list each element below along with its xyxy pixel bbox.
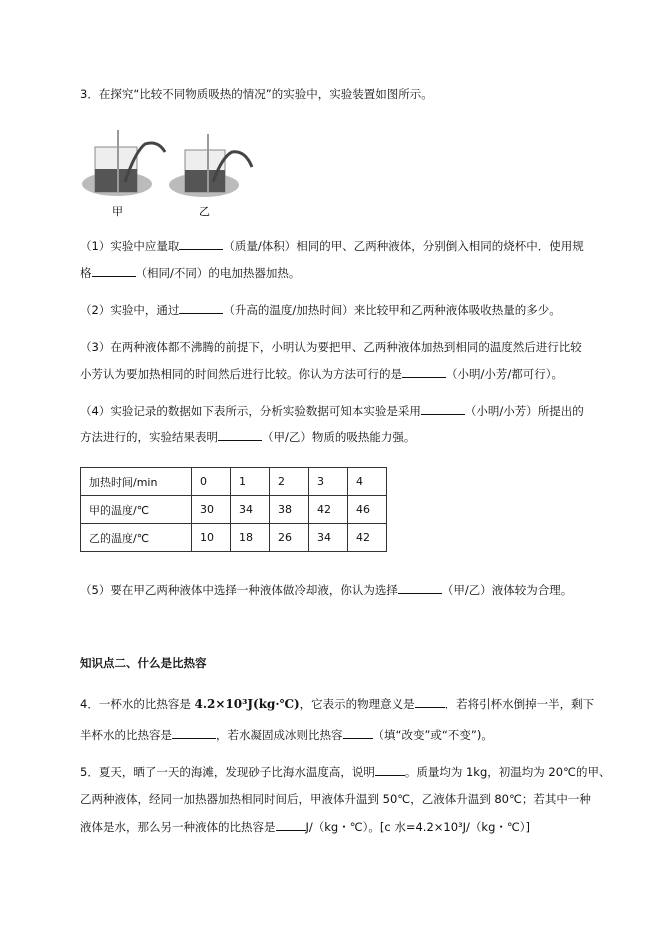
table-cell: 38 [270, 496, 309, 524]
answer-blank[interactable] [218, 428, 262, 441]
q4-line2: 半杯水的比热容是 ，若水凝固成冰则比热容 （填“改变”或“不变”)。 [80, 728, 493, 742]
q3-part2: （2）实验中，通过 （升高的温度/加热时间）来比较甲和乙两种液体吸收热量的多少。 [80, 303, 561, 317]
table-cell: 4 [348, 468, 387, 496]
table-cell: 34 [231, 496, 270, 524]
table-cell: 1 [231, 468, 270, 496]
q3-part3-line1: （3）在两种液体都不沸腾的前提下，小明认为要把甲、乙两种液体加热到相同的温度然后进行比较 [80, 340, 582, 354]
data-table [80, 467, 387, 552]
answer-blank[interactable] [179, 237, 223, 250]
q3-part3-line2: 小芳认为要加热相同的时间然后进行比较。你认为方法可行的是 （小明/小芳/都可行）。 [80, 367, 563, 381]
answer-blank[interactable] [398, 581, 442, 594]
table-cell: 0 [192, 468, 231, 496]
label-jia: 甲 [112, 205, 123, 218]
table-row [81, 496, 387, 524]
table-cell: 加热时间/min [81, 468, 192, 496]
table-cell: 3 [309, 468, 348, 496]
q4-line1: 4．一杯水的比热容是 4.2×10³J(kg·℃)，它表示的物理意义是 ．若将引杯水倒掉一半，剩下 [80, 697, 595, 711]
answer-blank[interactable] [375, 763, 405, 776]
table-cell: 甲的温度/℃ [81, 496, 192, 524]
table-cell: 2 [270, 468, 309, 496]
table-row [81, 468, 387, 496]
answer-blank[interactable] [179, 301, 223, 314]
table-cell: 26 [270, 524, 309, 552]
answer-blank[interactable] [172, 726, 216, 739]
table-cell: 42 [348, 524, 387, 552]
table-cell: 18 [231, 524, 270, 552]
experiment-figure [80, 122, 290, 222]
q5-line1: 5．夏天，晒了一天的海滩，发现砂子比海水温度高，说明 。质量均为 1kg，初温均为 20℃的甲、 [80, 765, 611, 779]
table-cell: 42 [309, 496, 348, 524]
q3-part1-line1: （1）实验中应量取 （质量/体积）相同的甲、乙两种液体，分别倒入相同的烧杯中．使用规 [80, 239, 584, 253]
answer-blank[interactable] [402, 365, 446, 378]
table-cell: 46 [348, 496, 387, 524]
table-cell: 10 [192, 524, 231, 552]
q5-line2: 乙两种液体，经同一加热器加热相同时间后，甲液体升温到 50℃，乙液体升温到 80℃；若其中一种 [80, 792, 591, 806]
q3-part4-line1: （4）实验记录的数据如下表所示，分析实验数据可知本实验是采用 （小明/小芳）所提出的 [80, 404, 584, 418]
table-cell: 34 [309, 524, 348, 552]
label-yi: 乙 [199, 205, 210, 218]
answer-blank[interactable] [92, 264, 136, 277]
answer-blank[interactable] [421, 402, 465, 415]
table-cell: 30 [192, 496, 231, 524]
formula: 4.2×10³J(kg·℃) [194, 697, 300, 711]
question-3-title: 3．在探究“比较不同物质吸热的情况”的实验中，实验装置如图所示。 [80, 87, 433, 101]
answer-blank[interactable] [343, 726, 373, 739]
q3-part5: （5）要在甲乙两种液体中选择一种液体做冷却液，你认为选择 （甲/乙）液体较为合理。 [80, 583, 573, 597]
answer-blank[interactable] [415, 695, 445, 708]
q3-part4-line2: 方法进行的，实验结果表明 （甲/乙）物质的吸热能力强。 [80, 430, 416, 444]
table-row [81, 524, 387, 552]
section-heading: 知识点二、什么是比热容 [80, 656, 207, 670]
table-cell: 乙的温度/℃ [81, 524, 192, 552]
q5-line3: 液体是水，那么另一种液体的比热容是 J/（kg・℃）。[c 水=4.2×10³J/（kg・℃）] [80, 820, 531, 834]
q3-part1-line2: 格 （相同/不同）的电加热器加热。 [80, 266, 301, 280]
answer-blank[interactable] [276, 818, 306, 831]
